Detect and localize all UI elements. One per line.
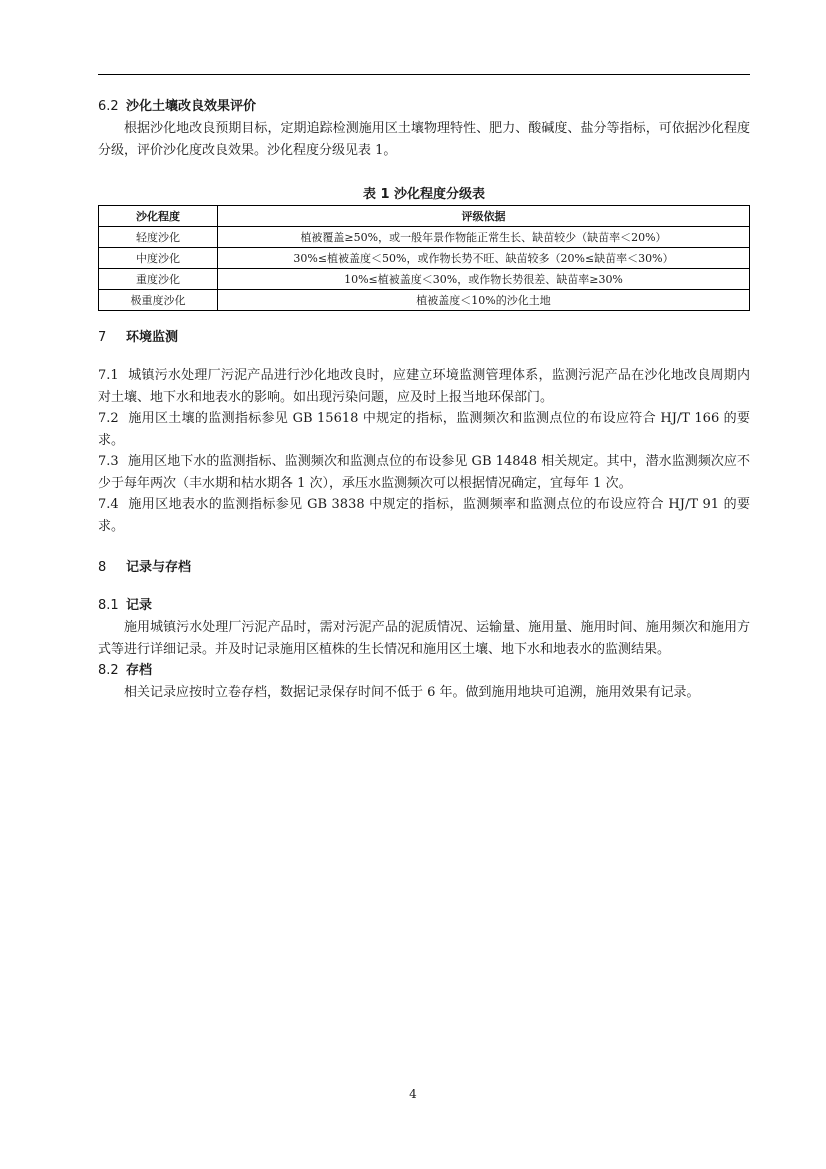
section-title: 环境监测 [126,330,179,345]
table-cell: 10%≤植被盖度＜30%，或作物长势很差、缺苗率≥30% [218,269,750,290]
table-cell: 极重度沙化 [99,290,218,311]
table-row [99,248,750,269]
section-number: 8.1 [98,598,119,613]
section-8-2-text: 相关记录应按时立卷存档，数据记录保存时间不低于 6 年。做到施用地块可追溯，施用效果有记录。 [124,685,700,700]
section-8-heading [98,557,750,579]
desertification-grade-table [98,205,750,311]
table-row [99,290,750,311]
clause-number: 7.2 [98,411,119,426]
section-6-2-heading [98,96,750,118]
table-row [99,269,750,290]
section-title: 沙化土壤改良效果评价 [126,99,257,114]
clause-7-1 [98,365,750,408]
section-number: 8 [98,560,107,575]
clause-7-2 [98,408,750,451]
table-cell: 30%≤植被盖度＜50%，或作物长势不旺、缺苗较多（20%≤缺苗率＜30%） [218,248,750,269]
table-cell: 植被盖度＜10%的沙化土地 [218,290,750,311]
page-number: 4 [409,1087,417,1101]
table-1-caption: 表 1 沙化程度分级表 [362,187,486,202]
clause-text: 城镇污水处理厂污泥产品进行沙化地改良时，应建立环境监测管理体系，监测污泥产品在沙化地改良周期内对土壤、地下水和地表水的影响。如出现污染问题，应及时上报当地环保部门。 [98,368,750,405]
table-header-row [99,206,750,227]
clause-text: 施用区地表水的监测指标参见 GB 3838 中规定的指标，监测频率和监测点位的布设应符合 HJ/T 91 的要求。 [98,497,750,534]
section-8-2-heading [98,660,750,682]
section-title: 存档 [126,663,153,678]
section-number: 6.2 [98,99,119,114]
header-rule [98,74,750,75]
table-header-cell: 评级依据 [218,206,750,227]
table-cell: 中度沙化 [99,248,218,269]
clause-number: 7.4 [98,497,119,512]
table-row [99,227,750,248]
document-body [98,96,750,704]
table-header-cell: 沙化程度 [99,206,218,227]
table-cell: 轻度沙化 [99,227,218,248]
clause-text: 施用区地下水的监测指标、监测频次和监测点位的布设参见 GB 14848 相关规定。其中，潜水监测频次应不少于每年两次（丰水期和枯水期各 1 次），承压水监测频次可以根据情况确定，宜每年 1 次。 [98,454,750,491]
table-cell: 重度沙化 [99,269,218,290]
section-7-heading [98,327,750,349]
table-cell: 植被覆盖≥50%，或一般年景作物能正常生长、缺苗较少（缺苗率＜20%） [218,227,750,248]
clause-number: 7.3 [98,454,119,469]
section-number: 7 [98,330,107,345]
section-8-1-heading [98,595,750,617]
section-8-1-text: 施用城镇污水处理厂污泥产品时，需对污泥产品的泥质情况、运输量、施用量、施用时间、施用频次和施用方式等进行详细记录。并及时记录施用区植株的生长情况和施用区土壤、地下水和地表水的监测结果。 [98,620,750,657]
section-number: 8.2 [98,663,119,678]
section-title: 记录 [126,598,153,613]
clause-7-4 [98,494,750,537]
clause-text: 施用区土壤的监测指标参见 GB 15618 中规定的指标，监测频次和监测点位的布设应符合 HJ/T 166 的要求。 [98,411,750,448]
section-6-2-text: 根据沙化地改良预期目标，定期追踪检测施用区土壤物理特性、肥力、酸碱度、盐分等指标，可依据沙化程度分级，评价沙化度改良效果。沙化程度分级见表 1。 [98,121,750,158]
clause-number: 7.1 [98,368,119,383]
clause-7-3 [98,451,750,494]
section-title: 记录与存档 [126,560,192,575]
